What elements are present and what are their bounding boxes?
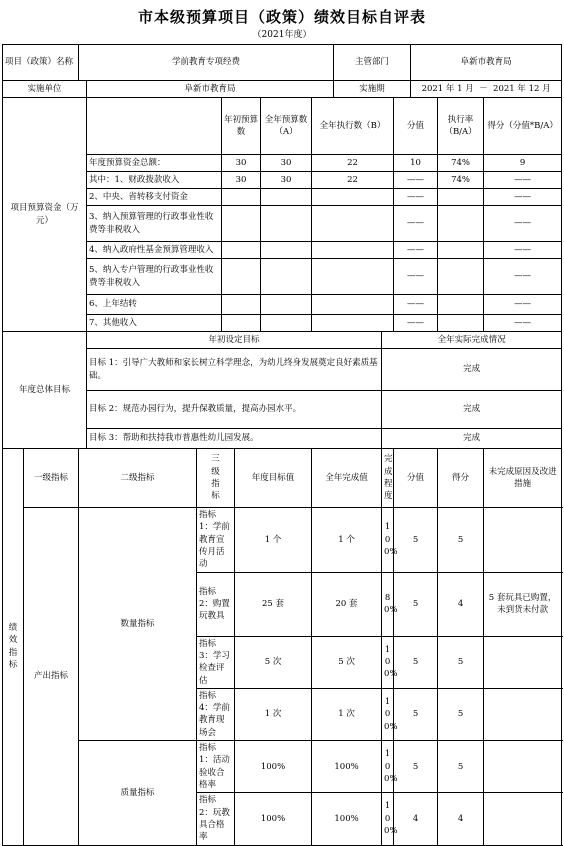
- indicator-row: 指标 2：玩教具合格率 100% 100% 100% 4 4: [3, 793, 562, 845]
- goals-set-header: 年初设定目标: [87, 332, 382, 349]
- indicator-row: 质量指标 指标 1：活动验收合格率 100% 100% 100% 5 5: [3, 741, 562, 793]
- unit-value: 阜新市教育局: [87, 81, 334, 98]
- funds-row: 2、中央、省转移支付资金 —— ——: [3, 189, 562, 206]
- funds-col-header: 得分（分值*B/A）: [484, 98, 562, 155]
- indicators-col-header: 年度目标值: [235, 449, 312, 508]
- indicators-col-header: 完成程度: [382, 449, 394, 508]
- indicator-row: 指标 2：购置玩教具 25 套 20 套 80% 5 4 5 套玩具已购置，未到货未付款: [3, 572, 562, 636]
- goals-section-label: 年度总体目标: [3, 332, 87, 449]
- goal-row: 目标 2：规范办园行为，提升保教质量，提高办园水平。 完成: [3, 391, 562, 429]
- funds-section-label: 项目预算资金（万元）: [3, 98, 87, 332]
- project-name-label: 项目（政策）名称: [3, 45, 79, 81]
- indicators-col-header: 二级指标: [79, 449, 197, 508]
- indicators-col-header: 未完成原因及改进措施: [484, 449, 562, 508]
- dept-label: 主管部门: [334, 45, 411, 81]
- funds-row: 7、其他收入 —— ——: [3, 315, 562, 332]
- indicator-level2-quantity: 数量指标: [79, 508, 197, 741]
- funds-row: 6、上年结转 —— ——: [3, 295, 562, 315]
- project-name-value: 学前教育专项经费: [79, 45, 334, 81]
- page-subtitle: （2021年度）: [252, 30, 312, 40]
- indicator-level2-quality: 质量指标: [79, 741, 197, 846]
- goals-actual-header: 全年实际完成情况: [382, 332, 562, 349]
- funds-row: 其中：1、财政拨款收入 30 30 22 —— 74% ——: [3, 172, 562, 189]
- dept-value: 阜新市教育局: [411, 45, 562, 81]
- page-title: 市本级预算项目（政策）绩效目标自评表: [137, 8, 426, 26]
- indicators-col-header: 一级指标: [24, 449, 79, 508]
- funds-row: 3、纳入预算管理的行政事业性收费等非税收入 —— ——: [3, 206, 562, 242]
- unit-label: 实施单位: [3, 81, 87, 98]
- indicator-row: 指标 4：学前教育现场会 1 次 1 次 100% 5 5: [3, 688, 562, 740]
- goal-row: 目标 1：引导广大教师和家长树立科学理念，为幼儿终身发展奠定良好素质基础。 完成: [3, 349, 562, 391]
- indicator-row: 产出指标 数量指标 指标 1：学前教育宣传月活动 1 个 1 个 100% 5 5: [3, 508, 562, 573]
- funds-col-header: 分值: [394, 98, 438, 155]
- funds-row: 4、纳入政府性基金预算管理收入 —— ——: [3, 242, 562, 259]
- funds-col-header: 执行率（B/A）: [438, 98, 484, 155]
- indicators-section-label: 绩效指标: [3, 449, 24, 846]
- indicators-col-header: 全年完成值: [312, 449, 382, 508]
- indicators-col-header: 分值: [394, 449, 438, 508]
- indicator-row: 指标 3：学习检查评估 5 次 5 次 100% 5 5: [3, 636, 562, 688]
- indicators-col-header: 得分: [438, 449, 484, 508]
- funds-col-header: 年初预算数: [222, 98, 261, 155]
- indicator-level1: 产出指标: [24, 508, 79, 846]
- period-label: 实施期: [334, 81, 411, 98]
- indicators-col-header: 三级指标: [197, 449, 235, 508]
- funds-col-header: 全年预算数（A）: [261, 98, 312, 155]
- goal-row: 目标 3：帮助和扶持我市普惠性幼儿园发展。 完成: [3, 429, 562, 449]
- evaluation-table: [2, 44, 562, 846]
- funds-col-header: 全年执行数（B）: [312, 98, 394, 155]
- funds-row: 5、纳入专户管理的行政事业性收费等非税收入 —— ——: [3, 259, 562, 295]
- funds-row: 年度预算资金总额： 30 30 22 10 74% 9: [3, 155, 562, 172]
- period-value: 2021 年 1 月 － 2021 年 12 月: [411, 81, 562, 98]
